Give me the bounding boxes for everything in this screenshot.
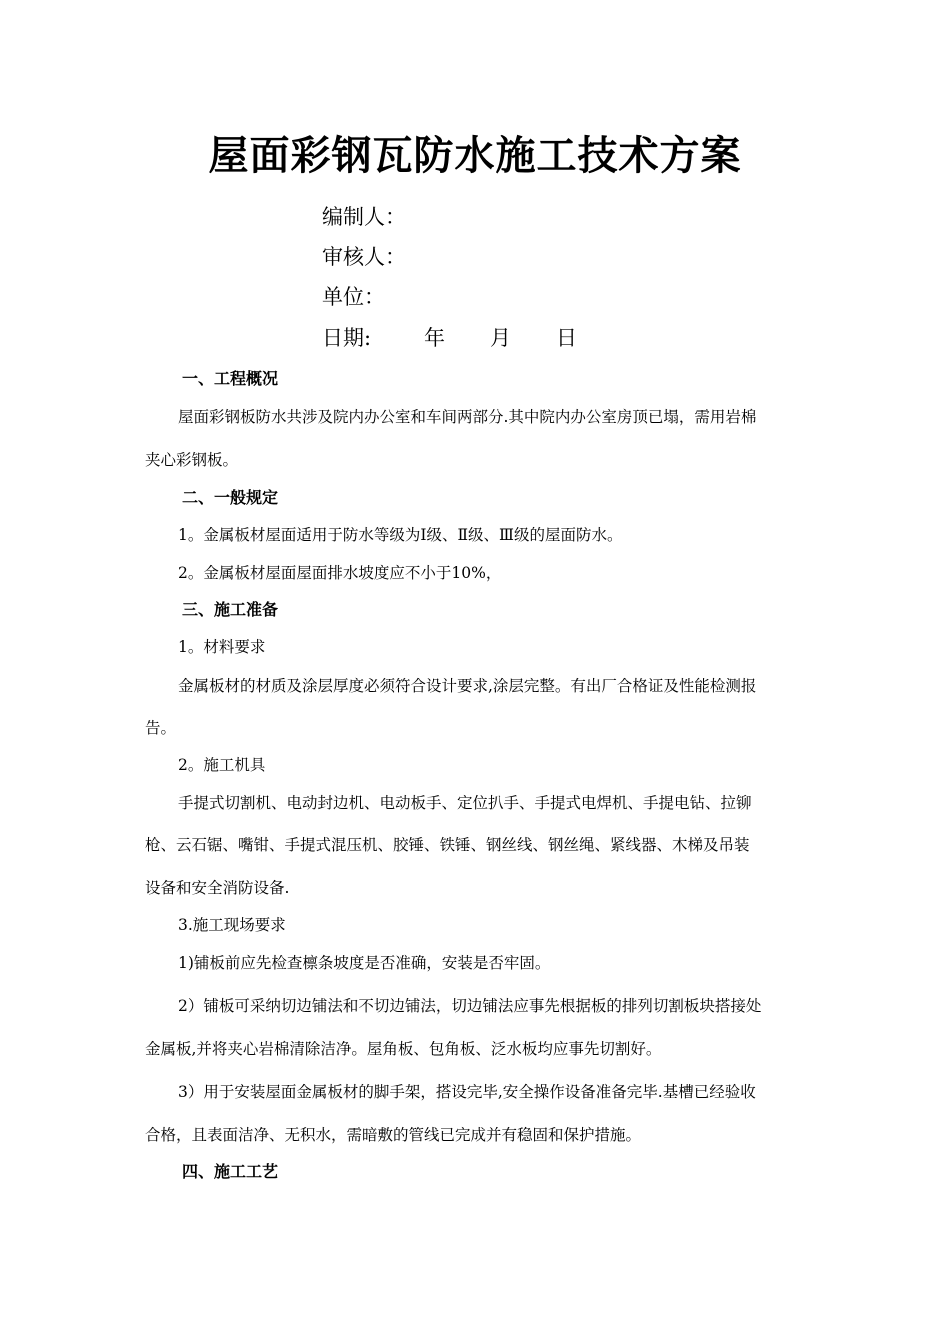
paragraph-line: 手提式切割机、电动封边机、电动板手、定位扒手、手提式电焊机、手提电钻、拉铆	[178, 794, 752, 812]
paragraph-line: 1)铺板前应先检查檩条坡度是否准确，安装是否牢固。	[178, 954, 551, 972]
section-heading-preparation: 三、施工准备	[182, 600, 279, 619]
document-title: 屋面彩钢瓦防水施工技术方案	[208, 132, 742, 179]
subheading: 3.施工现场要求	[178, 916, 286, 934]
list-item: 1。金属板材屋面适用于防水等级为Ⅰ级、Ⅱ级、Ⅲ级的屋面防水。	[178, 526, 623, 544]
paragraph-line: 屋面彩钢板防水共涉及院内办公室和车间两部分.其中院内办公室房顶已塌，需用岩棉	[178, 408, 757, 426]
date-label: 日期:	[322, 326, 372, 350]
paragraph-line: 金属板材的材质及涂层厚度必须符合设计要求,涂层完整。有出厂合格证及性能检测报	[178, 677, 757, 695]
month-label: 月	[490, 326, 511, 350]
section-heading-general-rules: 二、一般规定	[182, 488, 279, 507]
day-label: 日	[556, 326, 577, 350]
section-heading-overview: 一、工程概况	[182, 369, 279, 388]
unit-label: 单位：	[322, 285, 385, 309]
list-item: 2。金属板材屋面屋面排水坡度应不小于10%，	[178, 564, 502, 582]
subheading: 2。施工机具	[178, 756, 266, 774]
section-heading-process: 四、施工工艺	[182, 1162, 279, 1181]
date-line	[322, 324, 577, 352]
paragraph-line: 3）用于安装屋面金属板材的脚手架，搭设完毕,安全操作设备准备完毕.基槽已经验收	[178, 1083, 756, 1101]
paragraph-line: 金属板,并将夹心岩棉清除洁净。屋角板、包角板、泛水板均应事先切割好。	[145, 1040, 662, 1058]
subheading: 1。材料要求	[178, 638, 266, 656]
paragraph-line: 合格，且表面洁净、无积水，需暗敷的管线已完成并有稳固和保护措施。	[145, 1126, 642, 1144]
paragraph-line: 枪、云石锯、嘴钳、手提式混压机、胶锤、铁锤、钢丝线、钢丝绳、紧线器、木梯及吊装	[145, 836, 750, 854]
paragraph-line: 2）铺板可采纳切边铺法和不切边铺法，切边铺法应事先根据板的排列切割板块搭接处	[178, 997, 762, 1015]
reviewer-label: 审核人：	[322, 245, 406, 269]
paragraph-line: 设备和安全消防设备.	[145, 879, 290, 897]
paragraph-line: 告。	[145, 719, 177, 737]
paragraph-line: 夹心彩钢板。	[145, 451, 239, 469]
year-label: 年	[424, 326, 445, 350]
editor-label: 编制人：	[322, 205, 406, 229]
